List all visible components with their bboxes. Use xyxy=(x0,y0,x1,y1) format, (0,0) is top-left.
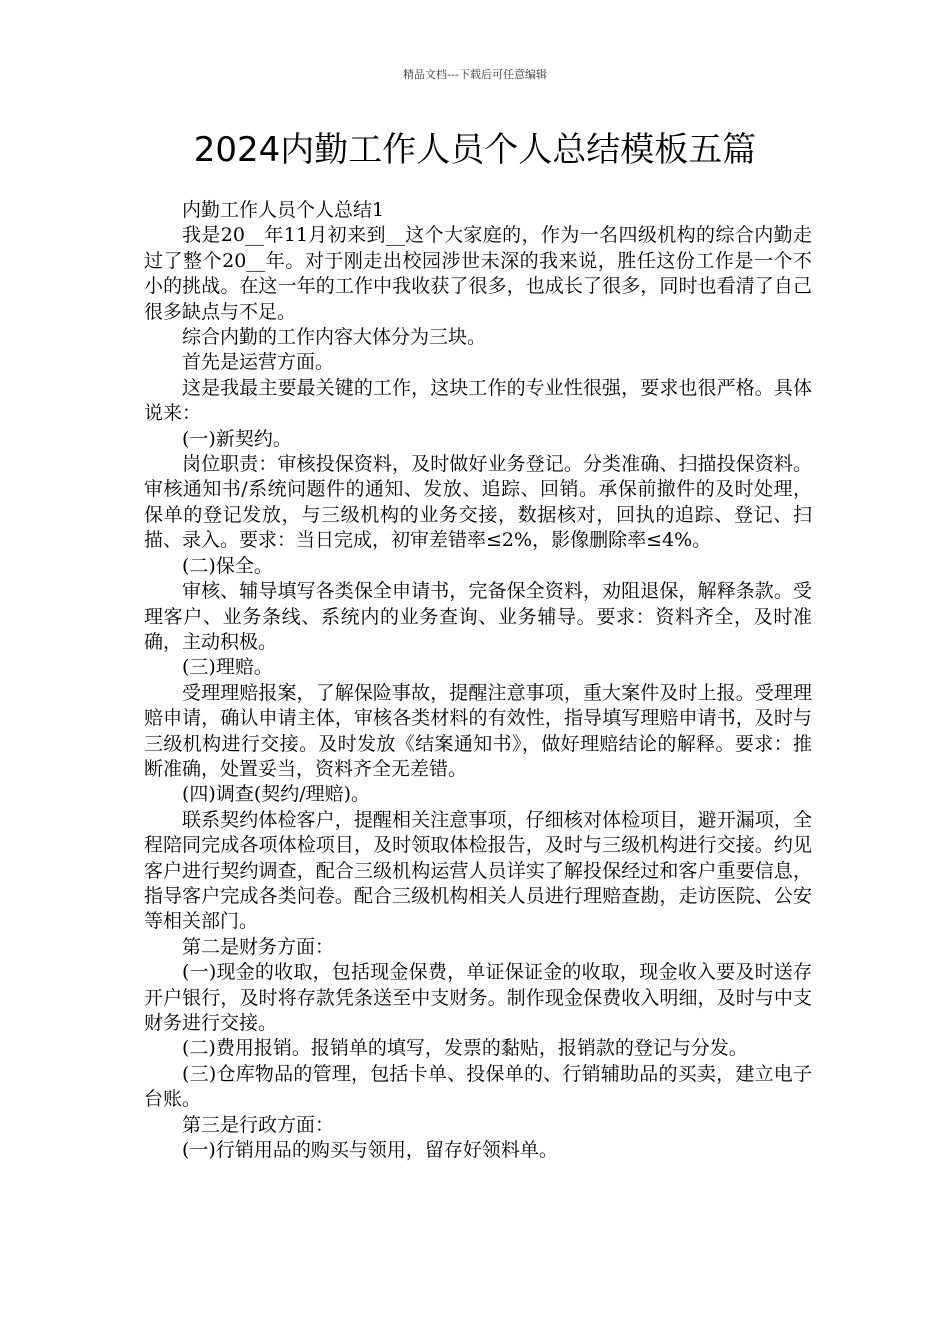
paragraph: (三)理赔。 xyxy=(182,656,273,679)
paragraph: (一)现金的收取，包括现金保费，单证保证金的收取，现金收入要及时送存开户银行，及时将存款凭条送至中支财务。制作现金保费收入明细，及时与中支财务进行交接。 xyxy=(144,961,812,1034)
header-note: 精品文档---下载后可任意编辑 xyxy=(403,68,547,81)
paragraph: (二)费用报销。报销单的填写，发票的黏贴，报销款的登记与分发。 xyxy=(182,1037,748,1060)
paragraph: (四)调查(契约/理赔)。 xyxy=(182,783,371,806)
paragraph: 联系契约体检客户，提醒相关注意事项，仔细核对体检项目，避开漏项，全程陪同完成各项体检项目，及时领取体检报告，及时与三级机构进行交接。约见客户进行契约调查，配合三级机构运营人员详实了解投保经过和客户重要信息，指导客户完成各类问卷。配合三级机构相关人员进行理赔查勘，走访医院、公安等相关部门。 xyxy=(144,808,812,933)
document-title: 2024内勤工作人员个人总结模板五篇 xyxy=(193,130,757,170)
paragraph: 审核、辅导填写各类保全申请书，完备保全资料，劝阻退保，解释条款。受理客户、业务条线、系统内的业务查询、业务辅导。要求：资料齐全，及时准确，主动积极。 xyxy=(144,580,812,653)
paragraph: 内勤工作人员个人总结1 xyxy=(182,199,385,221)
paragraph: 我是20__年11月初来到__这个大家庭的，作为一名四级机构的综合内勤走过了整个20__年。对于刚走出校园涉世未深的我来说，胜任这份工作是一个不小的挑战。在这一年的工作中我收获了很多，也成长了很多，同时也看清了自己很多缺点与不足。 xyxy=(144,224,812,323)
paragraph: 这是我最主要最关键的工作，这块工作的专业性很强，要求也很严格。具体说来： xyxy=(144,376,812,425)
paragraph: 第三是行政方面： xyxy=(182,1113,335,1136)
paragraph: 第二是财务方面： xyxy=(182,935,335,958)
document-body xyxy=(144,198,812,1163)
paragraph: (二)保全。 xyxy=(182,554,273,577)
paragraph: (一)新契约。 xyxy=(182,427,292,450)
paragraph: 岗位职责：审核投保资料，及时做好业务登记。分类准确、扫描投保资料。审核通知书/系统问题件的通知、发放、追踪、回销。承保前撤件的及时处理，保单的登记发放，与三级机构的业务交接，数据核对，回执的追踪、登记、扫描、录入。要求：当日完成，初审差错率≤2%，影像删除率≤4%。 xyxy=(144,453,812,552)
paragraph: 综合内勤的工作内容大体分为三块。 xyxy=(182,326,487,349)
paragraph: 受理理赔报案，了解保险事故，提醒注意事项，重大案件及时上报。受理理赔申请，确认申请主体，审核各类材料的有效性，指导填写理赔申请书，及时与三级机构进行交接。及时发放《结案通知书》，做好理赔结论的解释。要求：推断准确，处置妥当，资料齐全无差错。 xyxy=(144,681,812,780)
paragraph: (一)行销用品的购买与领用，留存好领料单。 xyxy=(182,1139,558,1162)
paragraph: 首先是运营方面。 xyxy=(182,351,335,374)
paragraph: (三)仓库物品的管理，包括卡单、投保单的、行销辅助品的买卖，建立电子台账。 xyxy=(144,1062,812,1111)
